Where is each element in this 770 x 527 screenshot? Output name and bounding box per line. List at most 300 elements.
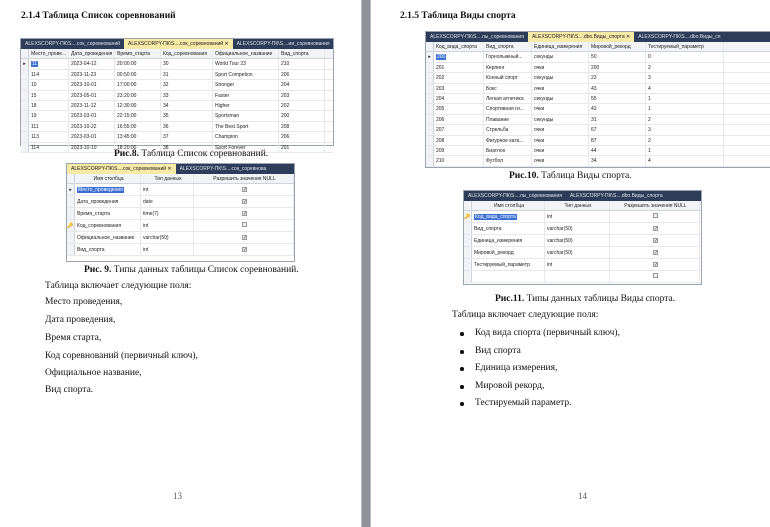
row-selector[interactable] [426, 146, 434, 155]
table-cell[interactable] [213, 59, 279, 68]
cell-value: 208 [436, 137, 445, 144]
figure-number: Рис.10. [509, 171, 539, 181]
table-cell[interactable] [646, 84, 724, 93]
table-cell[interactable] [434, 156, 484, 165]
caption-text: Таблица Список соревнований. [139, 149, 269, 159]
cell-value: 2023-11-12 [71, 102, 97, 109]
allow-null-checkbox[interactable] [653, 213, 658, 218]
table-cell[interactable] [646, 63, 724, 72]
cell-value: 38 [163, 144, 169, 151]
row-selector[interactable] [67, 208, 75, 219]
table-cell[interactable] [161, 132, 213, 141]
data-type-cell[interactable] [141, 196, 194, 207]
table-row[interactable] [67, 184, 294, 196]
table-row[interactable] [67, 232, 294, 244]
caption-text: Таблица Виды спорта. [538, 171, 632, 181]
document-tab[interactable]: ALEXSCORPY-ПК\S....лы_соревнования [430, 34, 524, 40]
row-selector[interactable]: ▸ [21, 59, 29, 68]
data-type-cell[interactable] [141, 184, 194, 195]
table-row[interactable] [67, 208, 294, 220]
data-type-cell[interactable] [141, 220, 194, 231]
allow-null-checkbox[interactable]: ✓ [243, 199, 248, 206]
data-type: varchar(50) [143, 235, 169, 242]
table-cell[interactable] [161, 122, 213, 131]
table-cell[interactable] [532, 63, 589, 72]
table-cell[interactable] [29, 91, 69, 100]
row-selector[interactable] [21, 132, 29, 141]
column-name-cell[interactable] [472, 259, 545, 270]
table-cell[interactable] [434, 104, 484, 113]
table-row[interactable] [426, 156, 770, 166]
cell-value: 18 [31, 102, 37, 109]
document-tab[interactable]: ALEXSCORPY-ПК\S....сок_соревнова [179, 166, 267, 172]
bullet-icon [460, 332, 464, 336]
allow-null-checkbox[interactable] [653, 273, 658, 278]
row-selector[interactable] [464, 235, 472, 246]
column-name-cell[interactable] [75, 196, 141, 207]
cell-value: Стрельба [486, 127, 509, 134]
cell-value: Higher [215, 102, 230, 109]
table-cell[interactable] [484, 63, 532, 72]
table-cell[interactable] [213, 91, 279, 100]
table-row[interactable] [464, 223, 701, 235]
table-cell[interactable] [646, 52, 724, 61]
cell-value: Спортивная ги... [486, 106, 524, 113]
column-name-cell[interactable] [75, 220, 141, 231]
allow-null-checkbox[interactable]: ✓ [243, 235, 248, 242]
table-cell[interactable] [589, 125, 646, 134]
table-cell[interactable] [484, 94, 532, 103]
table-cell[interactable] [532, 73, 589, 82]
table-cell[interactable] [161, 70, 213, 79]
document-tab[interactable]: ALEXSCORPY-ПК\S....сок_соревнований [25, 41, 121, 47]
table-row[interactable] [426, 104, 770, 114]
table-cell[interactable] [69, 111, 115, 120]
table-row[interactable] [426, 125, 770, 135]
cell-value: 200 [591, 64, 600, 71]
table-cell[interactable] [532, 94, 589, 103]
table-cell[interactable] [29, 70, 69, 79]
column-name-cell[interactable] [472, 247, 545, 258]
table-cell[interactable] [646, 73, 724, 82]
document-tab[interactable]: ALEXSCORPY-ПК\S....сок_соревнований ✕ [67, 164, 176, 174]
row-selector[interactable] [21, 80, 29, 89]
column-name: Код_вида_спорта [475, 214, 516, 221]
bullet-icon [460, 350, 464, 354]
field-item: Официальное название, [45, 368, 142, 378]
table-cell[interactable] [213, 132, 279, 141]
table-row[interactable] [21, 101, 333, 111]
row-selector[interactable] [464, 271, 472, 282]
table-cell[interactable] [115, 111, 161, 120]
column-header[interactable]: Мировой_рекорд [589, 42, 646, 51]
data-type-cell[interactable] [141, 244, 194, 255]
column-header[interactable]: Код_вида_спорта [434, 42, 484, 51]
table-cell[interactable] [589, 115, 646, 124]
field-item: Тестируемый параметр. [475, 398, 572, 408]
column-name-cell[interactable] [75, 232, 141, 243]
table-cell[interactable] [532, 136, 589, 145]
allow-null-cell [194, 184, 294, 195]
cell-value: 113 [31, 134, 39, 141]
table-cell[interactable] [532, 115, 589, 124]
column-header[interactable]: Тестируемый_параметр [646, 42, 724, 51]
table-cell[interactable] [279, 132, 325, 141]
table-cell[interactable] [589, 136, 646, 145]
field-item: Единица измерения, [475, 363, 558, 373]
cell-value: 44 [591, 147, 597, 154]
table-row[interactable] [426, 84, 770, 94]
document-tab[interactable]: ALEXSCORPY-ПК\S....dbo.Виды_спорта ✕ [528, 32, 634, 42]
allow-null-checkbox[interactable] [242, 222, 247, 227]
column-name-cell[interactable] [472, 223, 545, 234]
table-cell[interactable] [484, 73, 532, 82]
field-item: Место проведения, [45, 297, 123, 307]
table-row[interactable] [426, 52, 770, 62]
table-cell[interactable] [434, 84, 484, 93]
cell-value: очки [534, 85, 545, 92]
table-cell[interactable] [115, 59, 161, 68]
table-cell[interactable] [589, 104, 646, 113]
allow-null-checkbox[interactable]: ✓ [243, 187, 248, 194]
cell-value: 33 [163, 92, 169, 99]
table-cell[interactable] [279, 91, 325, 100]
document-tab[interactable]: ALEXSCORPY-ПК\S....сок_соревнований ✕ [124, 39, 233, 49]
figure-number: Рис. 9. [84, 265, 112, 275]
table-cell[interactable] [29, 111, 69, 120]
cell-value: Легкая атлетика [486, 95, 524, 102]
table-cell[interactable] [646, 94, 724, 103]
column-header[interactable]: Место_прове... [29, 49, 69, 58]
document-tab[interactable]: ALEXSCORPY-ПК\S....лы_соревнования [468, 193, 562, 199]
cell-value: 13:45:00 [117, 134, 137, 141]
table-cell[interactable] [434, 136, 484, 145]
data-type-cell[interactable] [141, 232, 194, 243]
section-heading: 2.1.4 Таблица Список соревнований [21, 11, 176, 21]
row-selector[interactable] [426, 63, 434, 72]
row-selector[interactable] [464, 223, 472, 234]
row-selector[interactable] [67, 196, 75, 207]
table-cell[interactable] [532, 125, 589, 134]
column-name: Мировой_рекорд [474, 250, 514, 257]
table-cell[interactable] [213, 80, 279, 89]
cell-value: 4 [648, 85, 651, 92]
table-cell[interactable] [29, 132, 69, 141]
column-name: Официальное_название [77, 235, 135, 242]
column-header: Имя столбца [75, 174, 141, 183]
table-cell[interactable] [484, 52, 532, 61]
row-selector[interactable] [67, 244, 75, 255]
table-cell[interactable] [161, 111, 213, 120]
grid-header [426, 42, 770, 52]
table-cell[interactable] [484, 156, 532, 165]
allow-null-checkbox[interactable]: ✓ [243, 211, 248, 218]
table-cell[interactable] [532, 84, 589, 93]
table-cell[interactable] [161, 91, 213, 100]
row-selector[interactable] [464, 247, 472, 258]
table-cell[interactable] [646, 146, 724, 155]
table-cell[interactable] [115, 101, 161, 110]
cell-value: 2023-03-01 [71, 113, 97, 120]
table-cell[interactable] [589, 146, 646, 155]
cell-value: 202 [436, 75, 445, 82]
table-cell[interactable] [589, 156, 646, 165]
cell-value: Плавание [486, 116, 510, 123]
column-name-cell[interactable] [75, 208, 141, 219]
table-cell[interactable] [213, 101, 279, 110]
cell-value: 43 [591, 85, 597, 92]
table-row[interactable] [21, 80, 333, 90]
row-selector[interactable]: ▸ [67, 184, 75, 195]
table-cell[interactable] [434, 73, 484, 82]
cell-value: 23 [591, 75, 597, 82]
cell-value: 50 [591, 54, 597, 61]
bullet-icon [460, 385, 464, 389]
table-row[interactable] [464, 271, 701, 283]
table-row[interactable] [67, 244, 294, 256]
table-cell[interactable] [532, 156, 589, 165]
table-cell[interactable] [484, 84, 532, 93]
table-cell[interactable] [646, 125, 724, 134]
row-selector[interactable] [426, 136, 434, 145]
table-cell[interactable] [589, 52, 646, 61]
table-cell[interactable] [646, 115, 724, 124]
row-selector[interactable] [464, 259, 472, 270]
table-cell[interactable] [29, 101, 69, 110]
table-row[interactable] [426, 146, 770, 156]
column-name-cell[interactable] [472, 211, 545, 222]
column-header: Тип данных [545, 201, 610, 210]
allow-null-checkbox[interactable]: ✓ [654, 238, 659, 245]
table-cell[interactable] [69, 80, 115, 89]
row-selector[interactable] [21, 91, 29, 100]
table-cell[interactable] [69, 101, 115, 110]
row-selector[interactable] [67, 220, 75, 231]
figure-number: Рис.11. [495, 294, 525, 304]
table-row[interactable] [464, 235, 701, 247]
row-selector[interactable] [21, 122, 29, 131]
table-cell[interactable] [29, 80, 69, 89]
column-header: Тип данных [141, 174, 194, 183]
table-cell[interactable] [69, 122, 115, 131]
table-cell[interactable] [434, 146, 484, 155]
table-cell[interactable] [29, 122, 69, 131]
table-cell[interactable] [161, 80, 213, 89]
column-name: Код_соревнования [77, 223, 122, 230]
table-row[interactable] [67, 220, 294, 232]
data-type-cell[interactable] [545, 235, 610, 246]
data-type-cell[interactable] [545, 247, 610, 258]
table-cell[interactable] [213, 70, 279, 79]
cell-value: 205 [436, 106, 445, 113]
table-cell[interactable] [589, 84, 646, 93]
cell-value: 204 [436, 95, 445, 102]
row-selector[interactable] [21, 143, 29, 152]
document-tab[interactable]: ALEXSCORPY-ПК\S....dbo.Виды_спорта [569, 193, 663, 199]
table-cell[interactable] [279, 111, 325, 120]
column-header: Разрешить значения NULL [194, 174, 294, 183]
column-header[interactable]: Единица_измерения [532, 42, 589, 51]
row-selector[interactable] [426, 84, 434, 93]
allow-null-cell [610, 235, 700, 246]
table-cell[interactable] [213, 111, 279, 120]
data-type-cell[interactable] [545, 211, 610, 222]
cell-value: 114 [31, 144, 39, 151]
table-cell[interactable] [484, 115, 532, 124]
table-row[interactable] [67, 196, 294, 208]
figure-caption [509, 171, 632, 181]
document-tab[interactable]: ALEXSCORPY-ПК\S....dbo.Виды_сп [638, 34, 721, 40]
table-cell[interactable] [484, 146, 532, 155]
table-cell[interactable] [29, 59, 69, 68]
table-row[interactable] [21, 59, 333, 69]
table-cell[interactable] [589, 94, 646, 103]
allow-null-checkbox[interactable]: ✓ [243, 247, 248, 254]
tab-bar [426, 32, 770, 42]
table-cell[interactable] [434, 52, 484, 61]
table-cell[interactable] [484, 104, 532, 113]
table-cell[interactable] [279, 70, 325, 79]
cell-value: Sport Forever [215, 144, 246, 151]
table-row[interactable] [21, 70, 333, 80]
table-cell[interactable] [279, 143, 325, 152]
table-cell[interactable] [532, 104, 589, 113]
cell-value: Горнолыжный... [486, 54, 523, 61]
table-cell[interactable] [161, 101, 213, 110]
table-cell[interactable] [115, 122, 161, 131]
cell-value: 67 [591, 127, 597, 134]
table-cell[interactable] [69, 91, 115, 100]
table-cell[interactable] [69, 59, 115, 68]
cell-value: очки [534, 106, 545, 113]
column-name-cell[interactable] [472, 235, 545, 246]
column-header[interactable]: Время_старта [115, 49, 161, 58]
table-cell[interactable] [161, 59, 213, 68]
cell-value: 12:30:00 [117, 102, 137, 109]
allow-null-checkbox[interactable]: ✓ [654, 262, 659, 269]
table-cell[interactable] [279, 101, 325, 110]
table-row[interactable] [21, 111, 333, 121]
table-cell[interactable] [115, 91, 161, 100]
table-cell[interactable] [434, 94, 484, 103]
table-cell[interactable] [279, 59, 325, 68]
table-cell[interactable] [69, 143, 115, 152]
data-type-cell[interactable] [141, 208, 194, 219]
table-row[interactable] [464, 211, 701, 223]
table-row[interactable] [426, 63, 770, 73]
row-selector[interactable] [426, 94, 434, 103]
cell-value: The Best Sport [215, 123, 249, 130]
table-cell[interactable] [434, 63, 484, 72]
column-header[interactable]: Вид_спорта [279, 49, 325, 58]
table-row[interactable] [464, 247, 701, 259]
table-cell[interactable] [29, 143, 69, 152]
fields-intro: Таблица включает следующие поля: [45, 281, 192, 291]
table-cell[interactable] [115, 70, 161, 79]
cell-value: 2023-10-22 [71, 123, 97, 130]
allow-null-checkbox[interactable]: ✓ [654, 226, 659, 233]
cell-value: очки [534, 137, 545, 144]
table-cell[interactable] [115, 132, 161, 141]
caption-text: Типы данных таблицы Виды спорта. [524, 294, 676, 304]
table-row[interactable] [426, 73, 770, 83]
column-name-cell[interactable] [75, 184, 141, 195]
table-cell[interactable] [646, 136, 724, 145]
row-selector[interactable] [426, 125, 434, 134]
row-selector[interactable] [67, 232, 75, 243]
column-name-cell[interactable] [472, 271, 545, 282]
table-cell[interactable] [213, 122, 279, 131]
table-row[interactable] [426, 94, 770, 104]
table-row[interactable] [464, 259, 701, 271]
field-item: Время старта, [45, 333, 102, 343]
cell-value: секунды [534, 54, 554, 61]
table-cell[interactable] [279, 80, 325, 89]
data-type-cell[interactable] [545, 259, 610, 270]
table-cell[interactable] [434, 115, 484, 124]
table-row[interactable] [426, 115, 770, 125]
table-cell[interactable] [434, 125, 484, 134]
column-name: Время_старта [77, 211, 111, 218]
column-header[interactable]: Дата_проведения [69, 49, 115, 58]
cell-value: 1 [648, 106, 651, 113]
row-selector[interactable] [426, 104, 434, 113]
table-row[interactable] [21, 122, 333, 132]
caption-text: Типы данных таблицы Список соревнований. [111, 265, 299, 275]
row-selector[interactable] [464, 211, 472, 222]
table-cell[interactable] [69, 70, 115, 79]
table-cell[interactable] [115, 80, 161, 89]
table-cell[interactable] [69, 132, 115, 141]
figure-caption [495, 294, 675, 304]
data-type-cell[interactable] [545, 223, 610, 234]
allow-null-checkbox[interactable]: ✓ [654, 250, 659, 257]
allow-null-cell [194, 208, 294, 219]
allow-null-cell [194, 220, 294, 231]
row-selector[interactable] [426, 156, 434, 165]
row-selector[interactable] [21, 111, 29, 120]
cell-value: очки [534, 127, 545, 134]
table-cell[interactable] [484, 136, 532, 145]
data-type-cell[interactable] [545, 271, 610, 282]
cell-value: Керлинг [486, 64, 505, 71]
row-selector[interactable] [426, 73, 434, 82]
table-cell[interactable] [279, 122, 325, 131]
table-row[interactable] [21, 132, 333, 142]
column-header[interactable]: Код_соревнования [161, 49, 213, 58]
table-cell[interactable] [646, 104, 724, 113]
row-selector[interactable] [21, 70, 29, 79]
row-selector[interactable] [21, 101, 29, 110]
row-selector[interactable] [426, 115, 434, 124]
table-cell[interactable] [484, 125, 532, 134]
column-header[interactable]: Вид_спорта [484, 42, 532, 51]
cell-value: 200 [281, 113, 290, 120]
table-cell[interactable] [589, 73, 646, 82]
table-cell[interactable] [532, 146, 589, 155]
table-cell[interactable] [646, 156, 724, 165]
table-cell[interactable] [589, 63, 646, 72]
table-row[interactable] [21, 91, 333, 101]
tab-bar [21, 39, 333, 49]
table-cell[interactable] [532, 52, 589, 61]
document-tab[interactable]: ALEXSCORPY-ПК\S....ии_соревнования [236, 41, 330, 47]
column-header[interactable]: Официальное_название [213, 49, 279, 58]
column-name-cell[interactable] [75, 244, 141, 255]
row-selector[interactable]: ▸ [426, 52, 434, 61]
allow-null-cell [194, 196, 294, 207]
table-row[interactable] [426, 136, 770, 146]
